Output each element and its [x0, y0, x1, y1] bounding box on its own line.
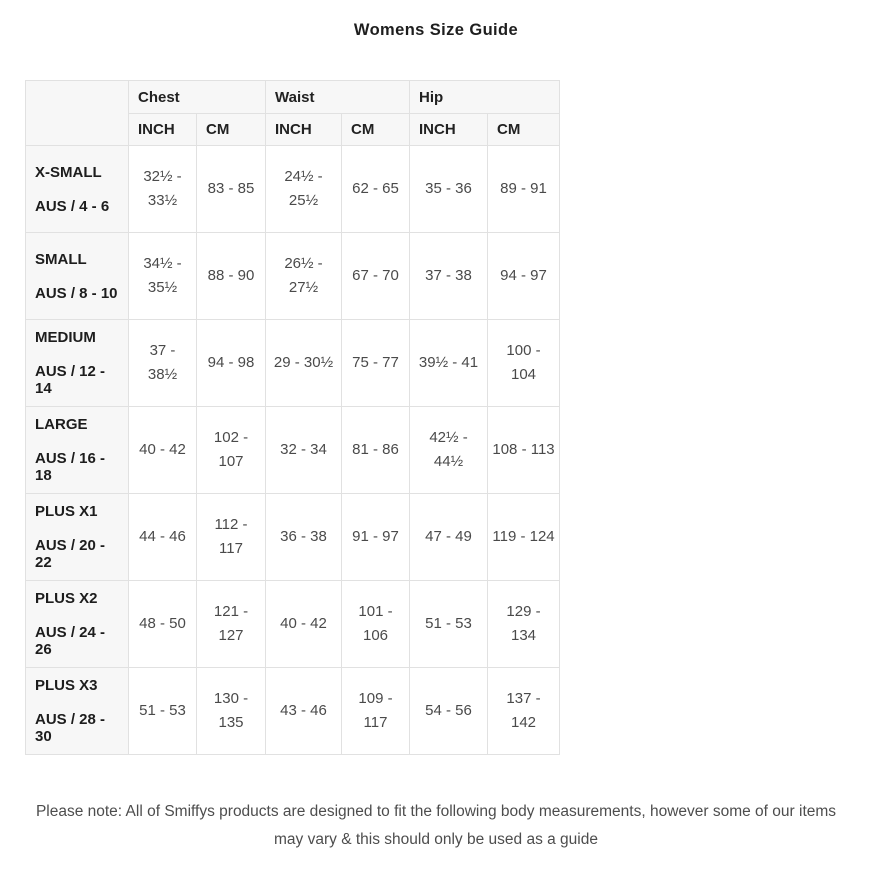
measurement-cell: 83 - 85 [197, 146, 266, 233]
measurement-cell: 40 - 42 [129, 407, 197, 494]
measurement-cell: 26½ - 27½ [266, 233, 342, 320]
table-row-plus-x1 [26, 494, 560, 581]
measurement-cell: 37 - 38½ [129, 320, 197, 407]
measurement-cell: 89 - 91 [488, 146, 560, 233]
measurement-cell: 24½ - 25½ [266, 146, 342, 233]
measurement-cell: 75 - 77 [342, 320, 410, 407]
measurement-cell: 42½ - 44½ [410, 407, 488, 494]
measurement-cell: 32 - 34 [266, 407, 342, 494]
size-name: LARGE [35, 416, 88, 433]
aus-size: AUS / 24 - 26 [35, 624, 106, 658]
table-row-large [26, 407, 560, 494]
measurement-cell: 112 - 117 [197, 494, 266, 581]
size-label-cell [26, 233, 129, 320]
measurement-cell: 39½ - 41 [410, 320, 488, 407]
size-name: PLUS X1 [35, 503, 98, 520]
table-row-plus-x2 [26, 581, 560, 668]
aus-size: AUS / 28 - 30 [35, 711, 106, 745]
unit-header-chest-inch: INCH [129, 114, 197, 146]
measurement-cell: 34½ - 35½ [129, 233, 197, 320]
measurement-cell: 40 - 42 [266, 581, 342, 668]
measurement-cell: 94 - 98 [197, 320, 266, 407]
size-name: X-SMALL [35, 163, 102, 181]
measurement-cell: 51 - 53 [410, 581, 488, 668]
unit-header-hip-cm: CM [488, 114, 560, 146]
size-name: MEDIUM [35, 329, 96, 346]
size-label-cell [26, 581, 129, 668]
aus-size: AUS / 8 - 10 [35, 284, 118, 302]
measurement-cell: 121 - 127 [197, 581, 266, 668]
unit-header-hip-inch: INCH [410, 114, 488, 146]
size-guide-table [25, 80, 560, 755]
size-name: PLUS X2 [35, 590, 98, 607]
measurement-cell: 129 - 134 [488, 581, 560, 668]
measurement-cell: 100 - 104 [488, 320, 560, 407]
measurement-cell: 108 - 113 [488, 407, 560, 494]
size-name: PLUS X3 [35, 677, 98, 694]
table-row-small [26, 233, 560, 320]
disclaimer-note-line-1: Please note: All of Smiffys products are designed to fit the following body measurements, however some of our items [35, 803, 837, 820]
measurement-cell: 54 - 56 [410, 668, 488, 755]
measurement-cell: 32½ - 33½ [129, 146, 197, 233]
unit-header-chest-cm: CM [197, 114, 266, 146]
corner-cell [26, 81, 129, 146]
measurement-cell: 119 - 124 [488, 494, 560, 581]
table-row-plus-x3 [26, 668, 560, 755]
measurement-cell: 88 - 90 [197, 233, 266, 320]
size-label-cell [26, 146, 129, 233]
measurement-cell: 67 - 70 [342, 233, 410, 320]
measurement-cell: 36 - 38 [266, 494, 342, 581]
unit-header-waist-inch: INCH [266, 114, 342, 146]
measurement-cell: 91 - 97 [342, 494, 410, 581]
table-row-medium [26, 320, 560, 407]
aus-size: AUS / 16 - 18 [35, 450, 106, 484]
size-label-cell [26, 320, 129, 407]
page-title: Womens Size Guide [353, 21, 519, 39]
measurement-cell: 37 - 38 [410, 233, 488, 320]
measurement-cell: 101 - 106 [342, 581, 410, 668]
measurement-cell: 130 - 135 [197, 668, 266, 755]
measurement-cell: 47 - 49 [410, 494, 488, 581]
disclaimer-note [0, 798, 872, 854]
measurement-cell: 137 - 142 [488, 668, 560, 755]
measurement-cell: 48 - 50 [129, 581, 197, 668]
measurement-cell: 109 - 117 [342, 668, 410, 755]
unit-header-waist-cm: CM [342, 114, 410, 146]
aus-size: AUS / 20 - 22 [35, 537, 106, 571]
group-header-waist: Waist [266, 81, 410, 114]
size-label-cell [26, 407, 129, 494]
measurement-cell: 29 - 30½ [266, 320, 342, 407]
aus-size: AUS / 12 - 14 [35, 363, 106, 397]
size-name: SMALL [35, 250, 87, 268]
size-label-cell [26, 668, 129, 755]
measurement-cell: 35 - 36 [410, 146, 488, 233]
measurement-cell: 102 - 107 [197, 407, 266, 494]
measurement-cell: 62 - 65 [342, 146, 410, 233]
disclaimer-note-line-2: may vary & this should only be used as a guide [274, 831, 598, 848]
measurement-cell: 44 - 46 [129, 494, 197, 581]
group-header-row [26, 81, 560, 114]
group-header-chest: Chest [129, 81, 266, 114]
measurement-cell: 51 - 53 [129, 668, 197, 755]
aus-size: AUS / 4 - 6 [35, 197, 110, 215]
measurement-cell: 43 - 46 [266, 668, 342, 755]
table-row-xsmall [26, 146, 560, 233]
group-header-hip: Hip [410, 81, 560, 114]
size-label-cell [26, 494, 129, 581]
measurement-cell: 81 - 86 [342, 407, 410, 494]
measurement-cell: 94 - 97 [488, 233, 560, 320]
